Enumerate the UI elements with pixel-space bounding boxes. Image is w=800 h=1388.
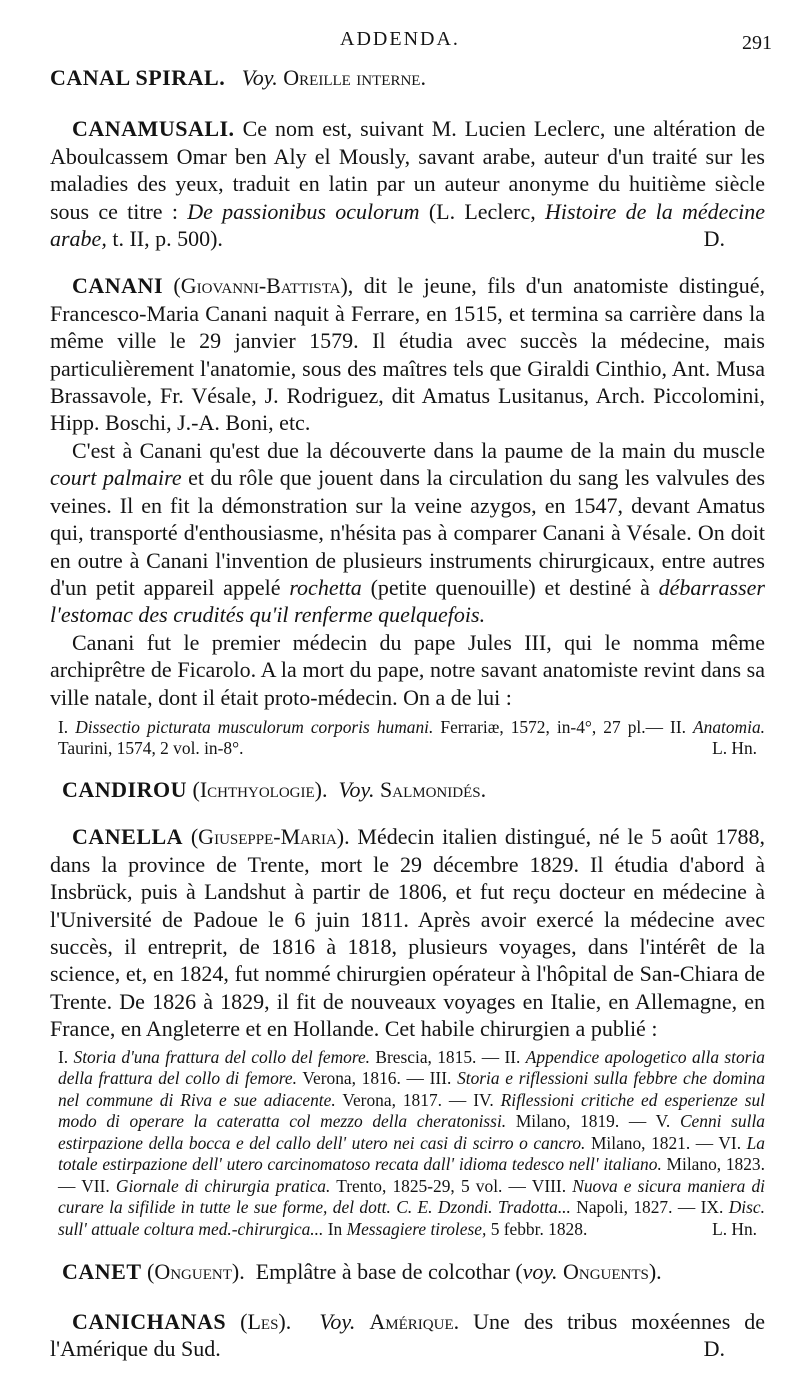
entry-text: Une des tribus moxéennes de l'Amérique du Sud. [50, 1308, 766, 1361]
author-signature: L. Hn. [712, 1218, 757, 1239]
author-signature: L. Hn. [712, 738, 757, 759]
entry-qualifier: (Onguent). [147, 1259, 245, 1285]
entry-paragraph [50, 272, 765, 436]
entry-paragraph [50, 1308, 765, 1363]
voy-label: Voy. [319, 1308, 356, 1334]
voy-label: Voy. [241, 65, 278, 90]
bib-text: Trento, 1825-29, 5 vol. — VIII. [336, 1175, 567, 1196]
entry-canal-spiral [50, 64, 765, 91]
entry-text: Ce nom est, suivant M. Lucien Leclerc, une altération de Aboulcassem Omar ben Aly el Mously, savant arabe, auteur d'un traité sur les maladies des yeux, traduit en latin par un auteur anonyme du huitième siècle sous ce titre : [50, 116, 766, 224]
entry-paragraph [50, 115, 765, 252]
running-title: ADDENDA. [340, 28, 460, 50]
entry-headword: CANAMUSALI. [72, 116, 235, 142]
entry-text: Emplâtre à base de colcothar ( [255, 1259, 523, 1285]
entry-candirou [50, 776, 765, 803]
entry-text: (petite quenouille) et destiné à [370, 574, 650, 600]
bib-text: Milano, 1823. — VII. [58, 1154, 765, 1196]
bibliography [50, 1047, 765, 1241]
bib-title: La totale estirpazione dell' utero carcinomatoso recata dall' idioma tedesco nell' italiano. [58, 1132, 765, 1175]
entry-headword: CANAL SPIRAL. [50, 65, 226, 90]
entry-canani [50, 272, 765, 760]
entry-headword: CANET [62, 1259, 142, 1285]
entry-qualifier: (Giuseppe-Maria). [190, 824, 350, 850]
entry-canella [50, 823, 765, 1240]
entry-text: (L. Leclerc, [428, 198, 536, 224]
bib-text: Verona, 1816. — III. [302, 1068, 452, 1089]
bib-title: Riflessioni critiche ed esperienze sul modo di operare la cateratta col mezzo della cheratonissi. [58, 1089, 765, 1132]
entry-text: et du rôle que jouent dans la circulation du sang les valvules des veines. Il en fit la démonstration sur la veine azygos, en 1547, devant Amatus qui, transporté d'enthousiasme, n'hésita pas à comparer Canani à Vésale. On doit en outre à Canani l'invention de plusieurs instruments chirurgicaux, entre autres d'un petit appareil appelé [50, 465, 765, 600]
entry-title: Histoire de la médecine arabe, [50, 198, 766, 252]
page-body [50, 58, 765, 1362]
entry-text: Médecin italien distingué, né le 5 août 1788, dans la province de Trente, mort le 29 décembre 1829. Il étudia d'abord à Insbrück, puis à Landshut à partir de 1806, et fut reçu docteur en médecine à l'Université de Padoue le 6 juin 1811. Après avoir exercé la médecine avec succès, il entreprit, de 1816 à 1818, plusieurs voyages, dans l'intérêt de la science, et, en 1824, fut nommé chirurgien opérateur à l'hôpital de San-Chiara de Trente. De 1826 à 1829, il fit de nouveaux voyages en Italie, en Allemagne, en France, en Angleterre et en Hollande. Cet habile chirurgien a publié : [50, 824, 765, 1042]
entry-text: Canani fut le premier médecin du pape Jules III, qui le nomma même archiprêtre de Ficarolo. A la mort du pape, notre savant anatomiste revint dans sa ville natale, dont il était proto-médecin. On a de lui : [50, 629, 765, 710]
entry-text: ). [648, 1259, 662, 1285]
entry-title: De passionibus oculorum [187, 198, 420, 224]
entry-canamusali [50, 115, 765, 252]
bib-title: Storia d'una frattura del collo del femore. [73, 1046, 371, 1067]
entry-canichanas [50, 1308, 765, 1363]
bib-text: In [327, 1218, 343, 1239]
bib-title: Anatomia. [693, 716, 765, 737]
cross-reference: Oreille interne. [283, 65, 426, 90]
entry-headword: CANANI [72, 273, 163, 299]
bib-text: Taurini, 1574, 2 vol. in-8°. [58, 738, 244, 759]
entry-text: t. II, p. 500). [112, 226, 223, 252]
bib-title: Dissectio picturata musculorum corporis humani. [75, 716, 434, 737]
entry-headword: CANELLA [72, 824, 184, 850]
bib-text: Milano, 1821. — VI. [590, 1132, 742, 1153]
voy-label: Voy. [338, 776, 375, 802]
entry-paragraph [50, 629, 765, 711]
entry-text: C'est à Canani qu'est due la découverte dans la paume de la main du muscle [72, 437, 765, 463]
entry-paragraph [50, 776, 765, 803]
bibliography [50, 717, 765, 760]
cross-reference: Salmonidés. [380, 776, 487, 802]
entry-headword: CANICHANAS [72, 1308, 227, 1334]
entry-italic: débarrasser l'estomac des crudités qu'il renferme quelquefois. [50, 574, 765, 628]
bib-title: Nuova e sicura maniera di curare la sifilide in tutte le sue forme, del dott. C. E. Dzondi. Tradotta... [58, 1175, 765, 1218]
entry-qualifier: (Giovanni-Battista), [173, 273, 354, 299]
author-signature: D. [703, 1335, 725, 1361]
bib-text: 5 febbr. 1828. [490, 1218, 588, 1239]
bib-title: Appendice apologetico alla storia della frattura del collo di femore. [58, 1046, 765, 1089]
entry-headword: CANDIROU [62, 776, 187, 802]
entry-paragraph [50, 1258, 765, 1285]
entry-italic: court palmaire [50, 465, 182, 491]
entry-paragraph [50, 437, 765, 629]
entry-canet [50, 1258, 765, 1285]
entry-text: dit le jeune, fils d'un anatomiste distingué, Francesco-Maria Canani naquit à Ferrare, en 1515, et termina sa carrière dans la même ville le 29 janvier 1579. Il étudia avec succès la médecine, mais particulièrement l'anatomie, sous des maîtres tels que Giraldi Cinthio, Ant. Musa Brassavole, Fr. Vésale, J. Rodriguez, dit Amatus Lusitanus, Arch. Piccolomini, Hipp. Boschi, J.-A. Boni, etc. [50, 273, 766, 436]
entry-qualifier: (Les). [240, 1308, 292, 1334]
entry-paragraph [50, 823, 765, 1042]
bib-title: Giornale di chirurgia pratica. [115, 1175, 331, 1196]
bib-text: Verona, 1817. — IV. [342, 1089, 494, 1110]
bib-text: Napoli, 1827. — IX. [576, 1197, 724, 1218]
bib-text: Brescia, 1815. — II. [375, 1046, 521, 1067]
bib-title: Messagiere tirolese, [346, 1218, 487, 1239]
page-header [0, 28, 800, 58]
voy-label: voy. [522, 1259, 558, 1285]
entry-qualifier: (Ichthyologie). [192, 776, 328, 802]
cross-reference: Onguents [562, 1259, 649, 1285]
cross-reference: Amérique. [369, 1308, 460, 1334]
author-signature: D. [703, 226, 725, 252]
bib-number: I. [58, 716, 69, 737]
bib-number: I. [58, 1046, 69, 1067]
bib-text: Milano, 1819. — V. [515, 1111, 671, 1132]
bib-text: Ferrariæ, 1572, in-4°, 27 pl.— II. [440, 716, 686, 737]
entry-paragraph [50, 64, 765, 91]
bib-title: Storia e riflessioni sulla febbre che domina nel commune di Riva e sue adiacente. [58, 1068, 766, 1110]
bib-title: Cenni sulla estirpazione della bocca e del callo dell' utero nei casi di scirro o cancro. [58, 1111, 765, 1153]
bib-title: Disc. sull' attuale coltura med.-chirurgica... [58, 1197, 765, 1239]
page-number: 291 [742, 32, 772, 54]
entry-italic: rochetta [289, 574, 362, 600]
